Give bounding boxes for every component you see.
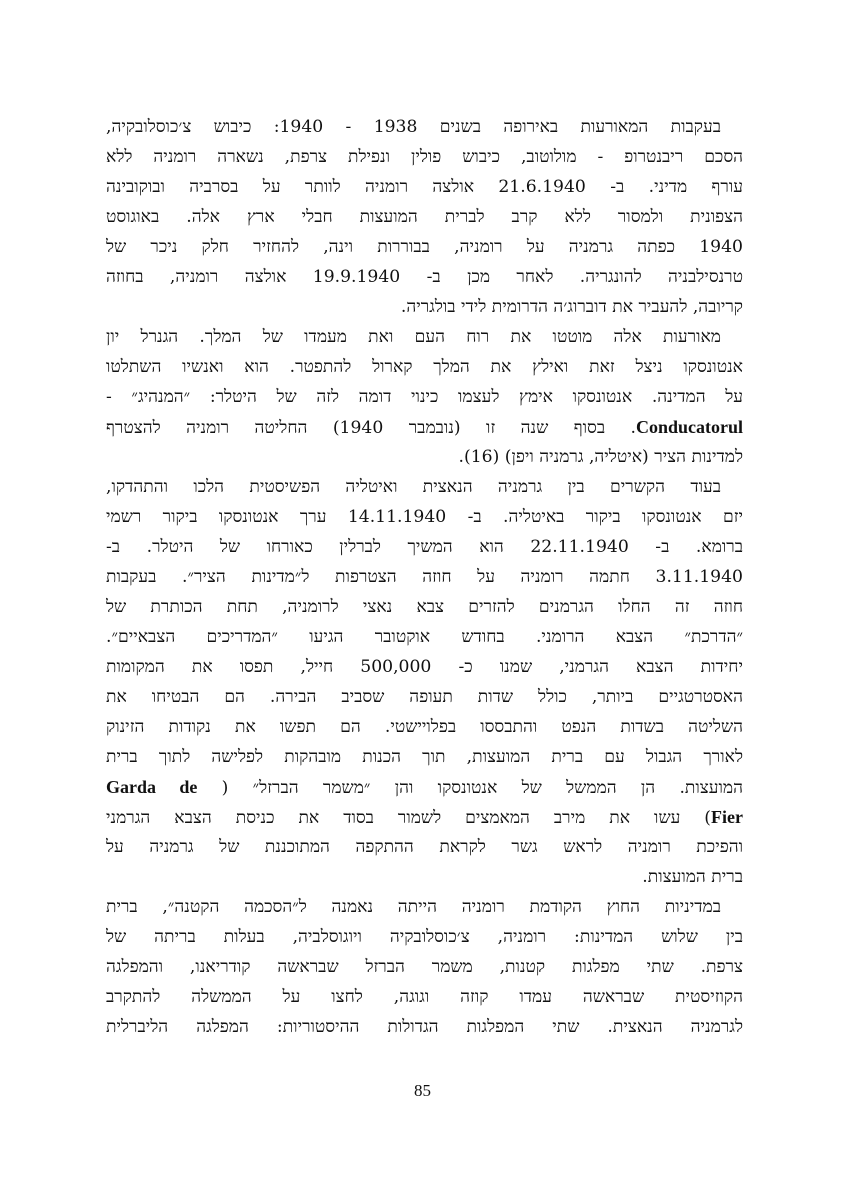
text-line: והפיכת רומניה לראש גשר לקראת ההתקפה המתוכננת של גרמניה על [106,837,743,857]
text-line: על המדינה. אנטונסקו אימץ לעצמו כינוי דומה לזה של היטלר: ״המנהיג״ - [106,387,743,407]
text-line: 1940 כפתה גרמניה על רומניה, בבוררות וינה, להחזיר חלק ניכר של [106,237,743,257]
text-line: יחידות הצבא הגרמני, שמנו כ- 500,000 חייל, תפסו את המקומות [106,657,743,677]
text-line: עורף מדיני. ב- 21.6.1940 אולצה רומניה לוותר על בסרביה ובוקובינה [106,177,743,197]
text-line: מאורעות אלה מוטטו את רוח העם ואת מעמדו של המלך. הגנרל יון [106,327,721,347]
text-line: המועצות. הן הממשל של אנטונסקו והן ״משמר הברזל״ ( Garda de [106,777,743,798]
text-line: צרפת. שתי מפלגות קטנות, משמר הברזל שבראשה קודריאנו, והמפלגה [106,957,743,977]
text-line: בעוד הקשרים בין גרמניה הנאצית ואיטליה הפשיסטית הלכו והתהדקו, [106,477,721,497]
text-line: 3.11.1940 חתמה רומניה על חוזה הצטרפות ל״מדינות הציר״. בעקבות [106,567,743,587]
text-line: ״הדרכת״ הצבא הרומני. בחודש אוקטובר הגיעו ״המדריכים הצבאיים״. [106,627,743,647]
text-line: חוזה זה החלו הגרמנים להזרים צבא נאצי לרומניה, תחת הכותרת של [106,597,743,617]
page-number: 85 [414,1081,431,1100]
bold-latin-term: Conducatorul [636,417,743,437]
text-line: ברומא. ב- 22.11.1940 הוא המשיך לברלין כאורחו של היטלר. ב- [106,537,743,557]
paragraph-1 [106,112,743,322]
text-line: הסכם ריבנטרופ - מולוטוב, כיבוש פולין ונפילת צרפת, נשארה רומניה ללא [106,147,743,167]
text-line: השליטה בשדות הנפט והתבססו בפלויישטי. הם תפשו את נקודות הזינוק [106,717,743,737]
text-line: יזם אנטונסקו ביקור באיטליה. ב- 14.11.1940 ערך אנטונסקו ביקור רשמי [106,507,743,527]
paragraph-2 [106,322,743,472]
text-line: Conducatorul. בסוף שנה זו (נובמבר 1940) החליטה רומניה להצטרף [106,417,743,438]
text-line: בין שלוש המדינות: רומניה, צ׳כוסלובקיה ויוגוסלביה, בעלות בריתה של [106,927,743,947]
text-line: טרנסילבניה להונגריה. לאחר מכן ב- 19.9.1940 אולצה רומניה, בחוזה [106,267,743,287]
text-line: במדיניות החוץ הקודמת רומניה הייתה נאמנה ל״הסכמה הקטנה״, ברית [106,897,721,917]
text-line: האסטרטגיים ביותר, כולל שדות תעופה שסביב הבירה. הם הבטיחו את [106,687,743,707]
text-line: הצפונית ולמסור ללא קרב לברית המועצות חבלי ארץ אלה. באוגוסט [106,207,743,227]
bold-latin-term: Garda de [106,777,198,797]
text-line: אנטונסקו ניצל זאת ואילץ את המלך קארול להתפטר. הוא ואנשיו השתלטו [106,357,743,377]
text-line: למדינות הציר (איטליה, גרמניה ויפן) (16). [458,447,743,467]
text-line: לאורך הגבול עם ברית המועצות, תוך הכנות מובהקות לפלישה לתוך ברית [106,747,743,767]
text-line: Fier) עשו את מירב המאמצים לשמור בסוד את כניסת הצבא הגרמני [106,807,743,828]
body-text [106,112,743,1042]
paragraph-4 [106,892,743,1042]
paragraph-3 [106,472,743,892]
text-line: ברית המועצות. [642,867,743,887]
text-line: בעקבות המאורעות באירופה בשנים 1938 - 1940: כיבוש צ׳כוסלובקיה, [106,117,721,137]
text-line: לגרמניה הנאצית. שתי המפלגות הגדולות ההיסטוריות: המפלגה הליברלית [106,1017,743,1037]
text-line: קריובה, להעביר את דוברוג׳ה הדרומית לידי בולגריה. [400,297,743,317]
bold-latin-term: Fier [711,807,743,827]
text-line: הקוזיסטית שבראשה עמדו קוזה וגוגה, לחצו על הממשלה להתקרב [106,987,743,1007]
